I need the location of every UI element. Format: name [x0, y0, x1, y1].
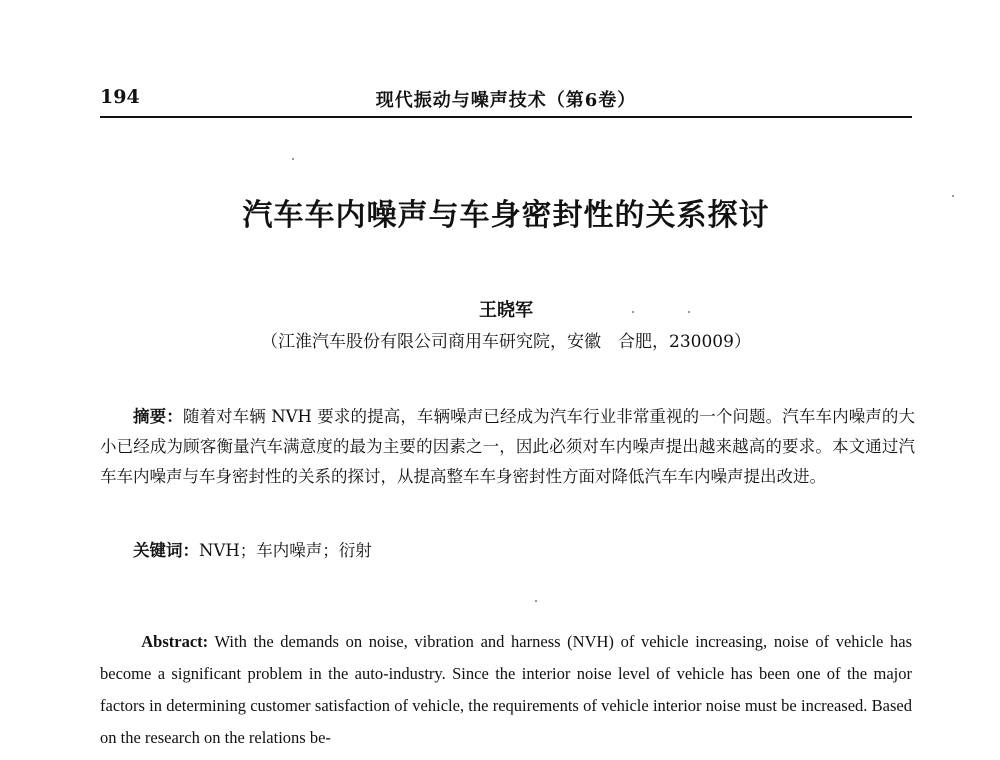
page-number: 194: [100, 86, 140, 108]
running-header: [100, 80, 912, 120]
scan-speck: [632, 311, 634, 313]
keywords: [100, 536, 912, 566]
abstract-chinese-paragraph: [100, 402, 915, 492]
scan-speck: [688, 311, 690, 313]
keywords-text: NVH；车内噪声；衍射: [199, 541, 372, 560]
journal-title: 现代振动与噪声技术（第6卷）: [375, 90, 637, 111]
abstract-chinese-text: 随着对车辆 NVH 要求的提高，车辆噪声已经成为汽车行业非常重视的一个问题。汽车车内噪声的大小已经成为顾客衡量汽车满意度的最为主要的因素之一，因此必须对车内噪声提出越来越高的要求。本文通过汽车车内噪声与车身密封性的关系的探讨，从提高整车车身密封性方面对降低汽车车内噪声提出改进。: [100, 407, 916, 486]
scan-speck: [952, 195, 954, 197]
abstract-chinese-label: 摘要：: [133, 407, 183, 426]
paper-title: 汽车车内噪声与车身密封性的关系探讨: [242, 198, 770, 233]
scan-speck: [292, 158, 294, 160]
author-name: 王晓军: [479, 300, 533, 321]
header-rule: [100, 116, 912, 118]
keywords-label: 关键词：: [133, 541, 199, 560]
author-affiliation: （江淮汽车股份有限公司商用车研究院，安徽 合肥，230009）: [261, 332, 751, 352]
abstract-english-text: With the demands on noise, vibration and harness (NVH) of vehicle increasing, noise of vehicle has become a significant problem in the auto-industry. Since the interior noise level of vehicle has been one of the major factors in determining customer satisfaction of vehicle, the requirements of vehicle interior noise must be increased. Based on the research on the relations be-: [100, 632, 912, 747]
abstract-chinese: [100, 402, 915, 492]
abstract-english-paragraph: [100, 626, 912, 754]
abstract-english-label: Abstract:: [141, 632, 209, 651]
scan-speck: [535, 600, 537, 602]
abstract-english: [100, 626, 912, 754]
